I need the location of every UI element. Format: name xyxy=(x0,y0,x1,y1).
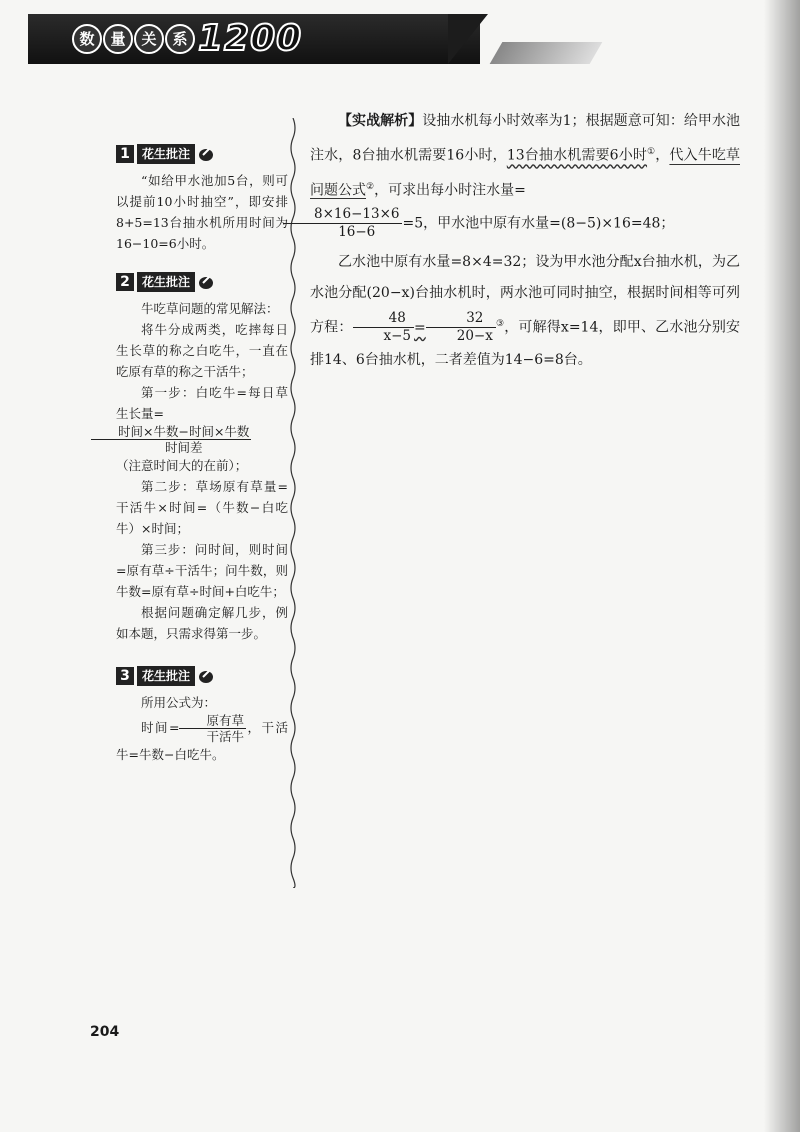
fraction-1 xyxy=(283,206,402,241)
fraction-2 xyxy=(353,310,415,345)
analysis-text: 设抽水机每小时效率为1；根据题意可知：给甲水池注水，8台抽水机需要16小时， xyxy=(310,113,741,164)
note-2-p1: 牛吃草问题的常见解法： xyxy=(141,301,279,316)
fraction-denominator: 干活牛 xyxy=(206,729,244,744)
banner-title-chars xyxy=(72,24,196,54)
note-3-p1: 所用公式为： xyxy=(141,695,217,710)
analysis-paragraph-1 xyxy=(310,106,740,241)
note-title: 花生批注 xyxy=(137,666,195,686)
analysis-text: 乙水池中原有水量=8×4=32；设为甲水池分配x台抽水机，为乙水池分配(20−x)台抽水机时，两水池可同时抽空，根据时间相等可列方程： xyxy=(310,254,740,336)
formula-pre: 时间= xyxy=(141,720,180,735)
note-header-3 xyxy=(116,666,288,686)
note-2-p3 xyxy=(116,382,288,455)
note-title: 花生批注 xyxy=(137,272,195,292)
banner-number: 1200 xyxy=(198,18,303,59)
footnote-mark: ② xyxy=(366,181,375,192)
note-2-p3-post: （注意时间大的在前）； xyxy=(116,458,248,473)
note-2-p4: 第二步：草场原有草量=干活牛×时间=（牛数−白吃牛）×时间； xyxy=(116,479,288,536)
fraction-denominator: 时间差 xyxy=(164,440,203,455)
analysis-text: ， xyxy=(655,147,670,164)
peanut-icon xyxy=(197,667,215,685)
sidebar-notes xyxy=(116,138,288,765)
fraction-denominator: x−5 xyxy=(383,328,412,345)
title-char: 关 xyxy=(134,24,164,54)
note-number: 3 xyxy=(116,667,134,685)
note-number: 1 xyxy=(116,145,134,163)
note-2-p6: 根据问题确定解几步，例如本题，只需求得第一步。 xyxy=(116,605,288,641)
title-char: 系 xyxy=(165,24,195,54)
fraction-numerator: 原有草 xyxy=(179,713,246,729)
wavy-underlined-text: 13台抽水机需要6小时 xyxy=(506,147,648,164)
header-banner xyxy=(28,14,588,68)
note-2-p3-pre: 第一步：白吃牛=每日草生长量= xyxy=(116,385,288,421)
fraction-denominator: 20−x xyxy=(456,328,493,345)
peanut-icon xyxy=(197,273,215,291)
note-3-fraction xyxy=(179,713,246,744)
note-2-p5: 第三步：问时间，则时间=原有草÷干活牛；问牛数，则牛数=原有草÷时间+白吃牛； xyxy=(116,542,288,599)
peanut-icon xyxy=(197,145,215,163)
analysis-paragraph-2 xyxy=(310,247,740,376)
note-1-text: “如给甲水池加5台，则可以提前10小时抽空”，即安排8+5=13台抽水机所用时间为16−10=6小时。 xyxy=(116,173,288,251)
note-number: 2 xyxy=(116,273,134,291)
fraction-numerator: 48 xyxy=(353,310,415,328)
page-number: 204 xyxy=(90,1024,120,1040)
note-header-2 xyxy=(116,272,288,292)
analysis-text: =5，甲水池中原有水量=(8−5)×16=48； xyxy=(402,215,675,232)
banner-fade xyxy=(490,42,603,64)
note-2-p2: 将牛分成两类，吃摔每日生长草的称之白吃牛，一直在吃原有草的称之干活牛； xyxy=(116,322,288,379)
page-edge-shadow xyxy=(764,0,800,1132)
equals-sign: = xyxy=(414,319,426,336)
note-3-formula xyxy=(116,713,288,765)
note-header-1 xyxy=(116,144,288,164)
footnote-mark: ① xyxy=(647,147,656,157)
footnote-mark: ③ xyxy=(495,319,505,330)
analysis-body xyxy=(310,106,740,376)
analysis-text: ，可解得x=14，即甲、乙水池分别安排14、6台抽水机，二者差值为14−6=8台。 xyxy=(310,319,740,369)
formula-post: ，干活牛=牛数−白吃牛。 xyxy=(116,720,288,762)
title-char: 量 xyxy=(103,24,133,54)
title-char: 数 xyxy=(72,24,102,54)
fraction-numerator: 32 xyxy=(426,310,496,328)
fraction-numerator: 时间×牛数−时间×牛数 xyxy=(91,424,251,440)
note-title: 花生批注 xyxy=(137,144,195,164)
fraction-numerator: 8×16−13×6 xyxy=(283,206,402,224)
fraction-3 xyxy=(426,310,496,345)
note-2-fraction xyxy=(91,424,251,455)
banner-slant xyxy=(448,14,488,64)
analysis-text: ，可求出每小时注水量= xyxy=(374,182,526,199)
analysis-label: 【实战解析】 xyxy=(338,113,423,129)
equation xyxy=(353,310,496,345)
underlined-text: 代入牛吃草问题公式 xyxy=(310,147,740,199)
fraction-denominator: 16−6 xyxy=(338,224,376,241)
